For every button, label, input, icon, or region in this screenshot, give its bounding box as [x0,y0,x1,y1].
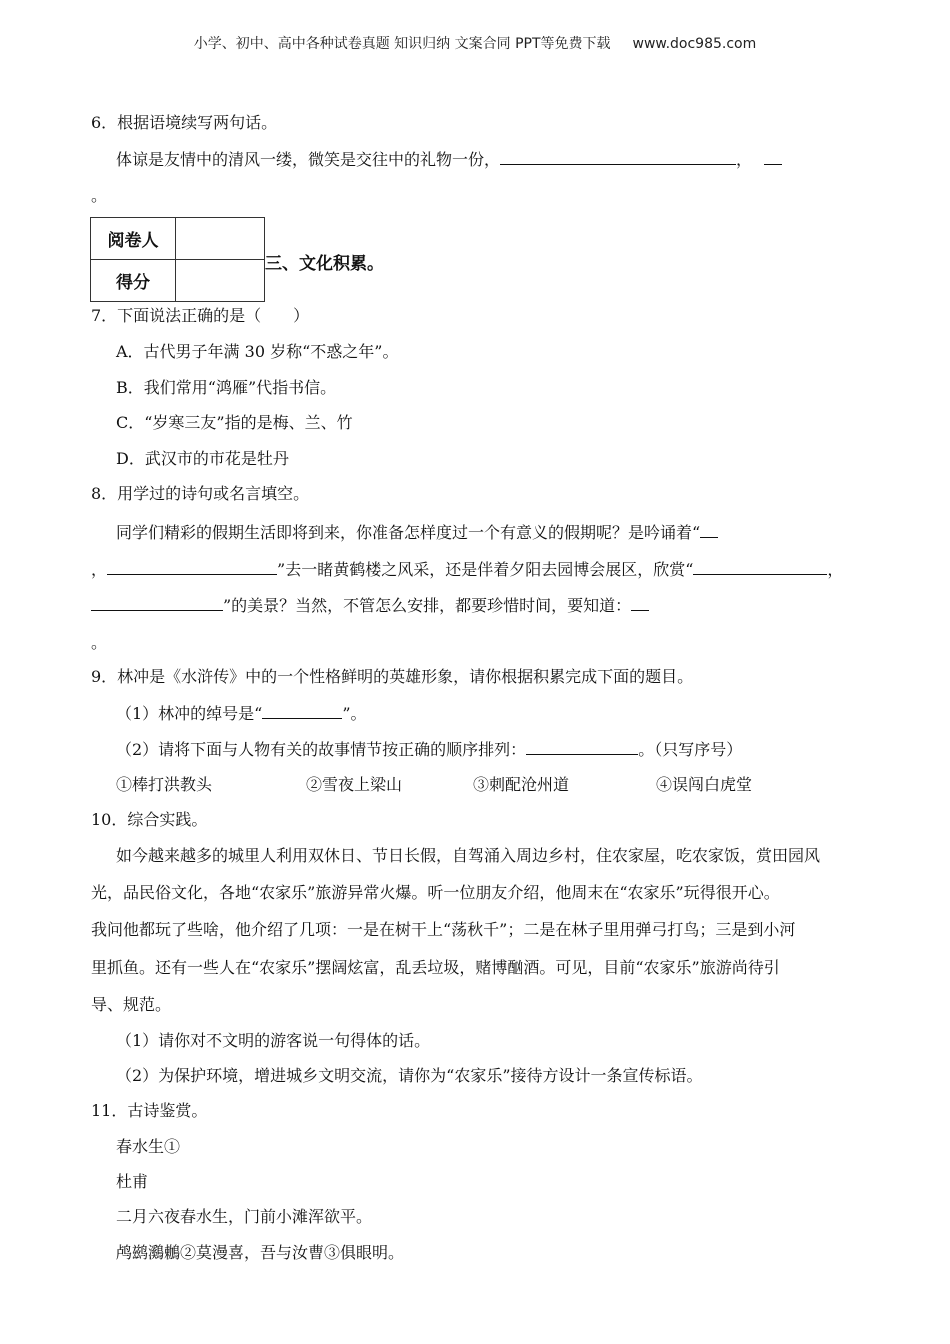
q8-line-3-text: ”的美景？当然，不管怎么安排，都要珍惜时间，要知道： [223,596,632,615]
q10-passage-line: 导、规范。 [91,995,172,1014]
q8-line-2-mid: ”去一睹黄鹤楼之风采，还是伴着夕阳去园博会展区，欣赏“ [277,560,694,579]
q9-sub-2-text: （2）请将下面与人物有关的故事情节按正确的顺序排列： [116,740,527,759]
q8-line-2-lead: ， [91,560,108,579]
score-box [90,217,265,302]
q10-sub-1: （1）请你对不文明的游客说一句得体的话。 [116,1031,431,1050]
q7-option-c[interactable]: C．“岁寒三友”指的是梅、兰、竹 [116,413,353,432]
q8-blank-3[interactable] [693,559,827,575]
q10-passage-line: 我问他都玩了些啥，他介绍了几项：一是在树干上“荡秋千”；二是在林子里用弹弓打鸟；三是到小河 [91,920,796,939]
q9-event-1: ①棒打洪教头 [116,775,213,794]
section-3-title: 三、文化积累。 [265,254,384,274]
q8-title: 8．用学过的诗句或名言填空。 [91,484,310,503]
q7-option-d[interactable]: D．武汉市的市花是牡丹 [116,449,289,468]
q6-text-line [116,149,782,170]
q6-end: 。 [91,186,108,205]
q9-sub-1-text: （1）林冲的绰号是“ [116,704,263,723]
q8-blank-1[interactable] [700,522,718,538]
q11-title: 11．古诗鉴赏。 [91,1101,208,1120]
q8-end: 。 [91,633,108,652]
reviewer-cell[interactable] [176,218,265,260]
q9-blank-2[interactable] [526,739,638,755]
q8-blank-5[interactable] [631,595,649,611]
q8-line-1 [116,522,718,543]
q10-sub-2: （2）为保护环境，增进城乡文明交流，请你为“农家乐”接待方设计一条宣传标语。 [116,1066,703,1085]
q10-passage-line: 光，品民俗文化，各地“农家乐”旅游异常火爆。听一位朋友介绍，他周末在“农家乐”玩得很开心。 [91,883,780,902]
q7-title: 7．下面说法正确的是（ ） [91,306,310,325]
q8-line-3 [91,595,649,616]
q8-line-2-end: ， [827,560,844,579]
score-cell[interactable] [176,260,265,302]
q9-sub-1 [116,703,367,724]
q11-poem-line-1: 二月六夜春水生，门前小滩浑欲平。 [116,1207,373,1226]
q6-title: 6．根据语境续写两句话。 [91,113,278,132]
q6-comma: ， [736,150,753,169]
q6-blank-2[interactable] [764,149,782,165]
q10-passage-line: 如今越来越多的城里人利用双休日、节日长假，自驾涌入周边乡村，住农家屋，吃农家饭，赏田园风 [116,846,821,865]
q9-blank-1[interactable] [262,703,342,719]
page-header [0,34,950,54]
q9-title: 9．林冲是《水浒传》中的一个性格鲜明的英雄形象，请你根据积累完成下面的题目。 [91,667,694,686]
q11-poem-line-2: 鸬鹚鸂鶒②莫漫喜，吾与汝曹③俱眼明。 [116,1243,405,1262]
score-label: 得分 [91,260,176,302]
header-text: 小学、初中、高中各种试卷真题 知识归纳 文案合同 PPT等免费下载 [193,36,611,52]
q11-poem-title: 春水生① [116,1137,181,1156]
header-url[interactable]: www.doc985.com [632,36,757,52]
q8-blank-2[interactable] [107,559,277,575]
q7-option-b[interactable]: B．我们常用“鸿雁”代指书信。 [116,378,337,397]
q7-option-a[interactable]: A．古代男子年满 30 岁称“不惑之年”。 [116,342,399,361]
q8-line-2 [91,559,843,580]
q9-event-4: ④误闯白虎堂 [656,775,753,794]
q9-sub-2 [116,739,742,760]
q6-blank-1[interactable] [500,149,736,165]
q6-text: 体谅是友情中的清风一缕，微笑是交往中的礼物一份， [116,150,501,169]
q9-event-3: ③刺配沧州道 [473,775,570,794]
q9-event-2: ②雪夜上梁山 [306,775,403,794]
q8-blank-4[interactable] [91,595,223,611]
q10-title: 10．综合实践。 [91,810,208,829]
reviewer-label: 阅卷人 [91,218,176,260]
q9-sub-2-end: 。（只写序号） [638,740,743,759]
q10-passage-line: 里抓鱼。还有一些人在“农家乐”摆阔炫富，乱丢垃圾，赌博酗酒。可见，目前“农家乐”旅游尚待引 [91,958,780,977]
q11-poem-author: 杜甫 [116,1172,149,1191]
q9-sub-1-end: ”。 [342,704,367,723]
q8-line-1-text: 同学们精彩的假期生活即将到来，你准备怎样度过一个有意义的假期呢？是吟诵着“ [116,523,701,542]
